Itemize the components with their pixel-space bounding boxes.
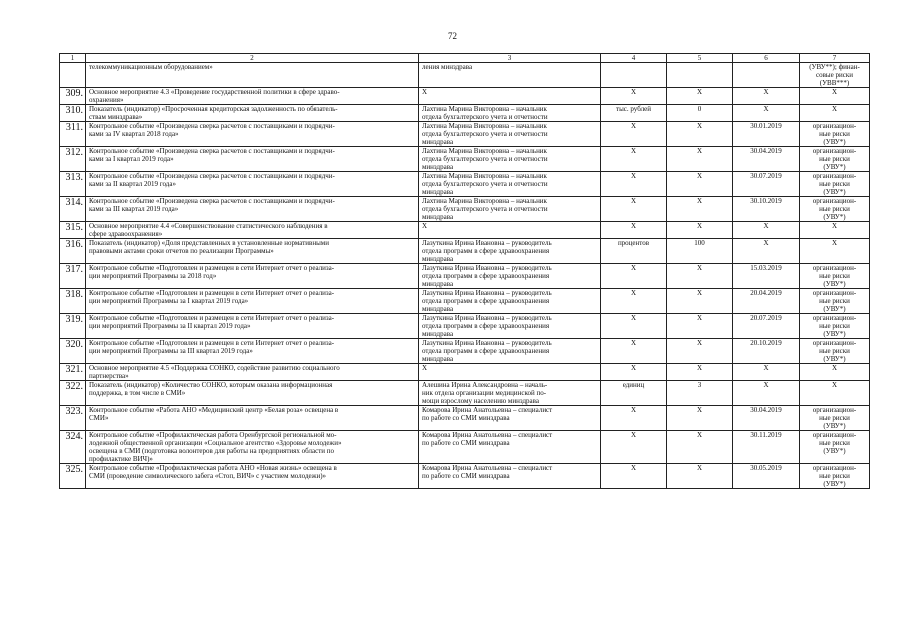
row-risk: Х [800,364,870,381]
row-value: Х [667,406,733,431]
row-responsible: Х [419,364,601,381]
row-unit: процентов [601,239,667,264]
row-risk: организацион- ные риски (УВУ*) [800,264,870,289]
row-date: 20.07.2019 [733,314,800,339]
row-number: 314. [60,197,86,222]
row-responsible: ления минздрава [419,63,601,88]
row-value [667,63,733,88]
row-risk: организацион- ные риски (УВУ*) [800,406,870,431]
row-date [733,63,800,88]
row-number: 325. [60,464,86,489]
table-row [60,222,870,239]
table-row [60,147,870,172]
row-unit: Х [601,88,667,105]
table-body [60,54,870,489]
table-row [60,364,870,381]
row-value: 0 [667,105,733,122]
row-number: 316. [60,239,86,264]
table-row [60,339,870,364]
row-risk: организацион- ные риски (УВУ*) [800,122,870,147]
row-value: Х [667,314,733,339]
header-cell: 2 [86,54,419,63]
row-number: 309. [60,88,86,105]
row-date: 30.01.2019 [733,122,800,147]
row-description: Показатель (индикатор) «Доля представленных в установленные нормативными правовыми актами сроки отчетов по реализации Программы» [86,239,419,264]
row-responsible: Лахтина Марина Викторовна – начальник отдела бухгалтерского учета и отчетности минздрава [419,122,601,147]
row-unit: Х [601,364,667,381]
row-number: 312. [60,147,86,172]
header-cell: 4 [601,54,667,63]
row-description: Контрольное событие «Произведена сверка расчетов с поставщиками и подрядчи- ками за III квартал 2019 года» [86,197,419,222]
header-cell: 6 [733,54,800,63]
row-number: 321. [60,364,86,381]
row-description: Контрольное событие «Профилактическая работа АНО «Новая жизнь» освещена в СМИ (проведение символического забега «Стоп, ВИЧ» с участием молодежи)» [86,464,419,489]
row-responsible: Лазуткина Ирина Ивановна – руководитель отдела программ в сфере здравоохранения минздрава [419,264,601,289]
row-responsible: Лазуткина Ирина Ивановна – руководитель отдела программ в сфере здравоохранения минздрава [419,289,601,314]
row-description: Контрольное событие «Подготовлен и размещен в сети Интернет отчет о реализа- ции мероприятий Программы за II квартал 2019 года» [86,314,419,339]
row-value: Х [667,289,733,314]
row-risk: организацион- ные риски (УВУ*) [800,289,870,314]
row-number: 315. [60,222,86,239]
row-number: 313. [60,172,86,197]
row-unit: Х [601,147,667,172]
row-value: Х [667,172,733,197]
row-responsible: Лахтина Марина Викторовна – начальник отдела бухгалтерского учета и отчетности минздрава [419,197,601,222]
row-description: телекоммуникационным оборудованием» [86,63,419,88]
row-risk: Х [800,381,870,406]
row-description: Основное мероприятие 4.4 «Совершенствование статистического наблюдения в сфере здравоохранения» [86,222,419,239]
row-number: 319. [60,314,86,339]
row-risk: Х [800,239,870,264]
program-table [59,53,870,489]
row-description: Основное мероприятие 4.5 «Поддержка СОНКО, содействие развитию социального партнерства» [86,364,419,381]
row-unit: Х [601,197,667,222]
row-risk: Х [800,88,870,105]
row-responsible: Х [419,88,601,105]
row-risk: организацион- ные риски (УВУ*) [800,431,870,464]
row-risk: Х [800,222,870,239]
row-description: Показатель (индикатор) «Количество СОНКО, которым оказана информационная поддержка, в том числе в СМИ» [86,381,419,406]
header-cell: 7 [800,54,870,63]
table-row [60,239,870,264]
row-description: Показатель (индикатор) «Просроченная кредиторская задолженность по обязатель- ствам минздрава» [86,105,419,122]
row-number: 310. [60,105,86,122]
row-date: Х [733,364,800,381]
row-responsible: Лазуткина Ирина Ивановна – руководитель отдела программ в сфере здравоохранения минздрава [419,314,601,339]
row-unit: Х [601,122,667,147]
row-unit: Х [601,222,667,239]
row-responsible: Лазуткина Ирина Ивановна – руководитель отдела программ в сфере здравоохранения минздрава [419,339,601,364]
row-description: Контрольное событие «Профилактическая работа Оренбургской региональной мо- лодежной общественной организации «Социальное агентство «Здоровье молодежи» освещена в СМИ (подготовка волонтеров для работы на предприятиях области по профилактике ВИЧ)» [86,431,419,464]
table-row [60,406,870,431]
row-value: Х [667,222,733,239]
table-row [60,431,870,464]
row-date: Х [733,222,800,239]
table-header-row [60,54,870,63]
row-unit: Х [601,464,667,489]
row-number: 323. [60,406,86,431]
row-responsible: Лахтина Марина Викторовна – начальник отдела бухгалтерского учета и отчетности минздрава [419,147,601,172]
row-value: Х [667,464,733,489]
table-row [60,264,870,289]
table-row [60,289,870,314]
row-unit: Х [601,406,667,431]
row-number: 311. [60,122,86,147]
row-unit: Х [601,264,667,289]
row-value: Х [667,88,733,105]
row-description: Контрольное событие «Подготовлен и размещен в сети Интернет отчет о реализа- ции мероприятий Программы за 2018 год» [86,264,419,289]
row-risk: организацион- ные риски (УВУ*) [800,464,870,489]
row-risk: организацион- ные риски (УВУ*) [800,147,870,172]
row-value: Х [667,147,733,172]
row-value: Х [667,431,733,464]
header-cell: 5 [667,54,733,63]
row-number: 324. [60,431,86,464]
table-row [60,122,870,147]
row-date: Х [733,381,800,406]
row-value: 100 [667,239,733,264]
row-unit [601,63,667,88]
row-responsible: Комарова Ирина Анатольевна – специалист по работе со СМИ минздрава [419,406,601,431]
table-row [60,381,870,406]
row-date: 30.04.2019 [733,147,800,172]
row-value: 3 [667,381,733,406]
row-date: 20.04.2019 [733,289,800,314]
row-responsible: Алешина Ирина Александровна – началь- ник отдела организации медицинской по- мощи взрослому населению минздрава [419,381,601,406]
table-row [60,314,870,339]
row-responsible: Лахтина Марина Викторовна – начальник отдела бухгалтерского учета и отчетности [419,105,601,122]
row-description: Контрольное событие «Произведена сверка расчетов с поставщиками и подрядчи- ками за I квартал 2019 года» [86,147,419,172]
row-description: Контрольное событие «Работа АНО «Медицинский центр «Белая роза» освещена в СМИ» [86,406,419,431]
row-description: Основное мероприятие 4.3 «Проведение государственной политики в сфере здраво- охранения» [86,88,419,105]
row-risk: (УВУ**); финан- совые риски (УВВ***) [800,63,870,88]
row-description: Контрольное событие «Подготовлен и размещен в сети Интернет отчет о реализа- ции мероприятий Программы за III квартал 2019 года» [86,339,419,364]
row-value: Х [667,339,733,364]
row-number [60,63,86,88]
table-row [60,464,870,489]
row-value: Х [667,264,733,289]
row-unit: Х [601,289,667,314]
row-unit: единиц [601,381,667,406]
row-number: 320. [60,339,86,364]
row-date: 30.10.2019 [733,197,800,222]
table-row [60,197,870,222]
row-risk: Х [800,105,870,122]
page-number: 72 [448,31,457,41]
row-responsible: Лазуткина Ирина Ивановна – руководитель отдела программ в сфере здравоохранения минздрава [419,239,601,264]
row-number: 318. [60,289,86,314]
header-cell: 3 [419,54,601,63]
row-date: 30.05.2019 [733,464,800,489]
row-responsible: Лахтина Марина Викторовна – начальник отдела бухгалтерского учета и отчетности минздрава [419,172,601,197]
row-responsible: Комарова Ирина Анатольевна – специалист по работе со СМИ минздрава [419,464,601,489]
continuation-row [60,63,870,88]
table-row [60,172,870,197]
row-date: 30.04.2019 [733,406,800,431]
row-number: 322. [60,381,86,406]
row-risk: организацион- ные риски (УВУ*) [800,197,870,222]
row-date: 20.10.2019 [733,339,800,364]
row-value: Х [667,197,733,222]
row-date: 30.07.2019 [733,172,800,197]
row-risk: организацион- ные риски (УВУ*) [800,172,870,197]
row-unit: тыс. рублей [601,105,667,122]
row-description: Контрольное событие «Подготовлен и размещен в сети Интернет отчет о реализа- ции мероприятий Программы за I квартал 2019 года» [86,289,419,314]
row-unit: Х [601,172,667,197]
row-date: Х [733,88,800,105]
row-date: 30.11.2019 [733,431,800,464]
row-description: Контрольное событие «Произведена сверка расчетов с поставщиками и подрядчи- ками за IV квартал 2018 года» [86,122,419,147]
row-unit: Х [601,339,667,364]
row-unit: Х [601,431,667,464]
table-row [60,88,870,105]
row-value: Х [667,122,733,147]
row-description: Контрольное событие «Произведена сверка расчетов с поставщиками и подрядчи- ками за II квартал 2019 года» [86,172,419,197]
row-responsible: Х [419,222,601,239]
row-date: 15.03.2019 [733,264,800,289]
row-date: Х [733,239,800,264]
row-number: 317. [60,264,86,289]
row-date: Х [733,105,800,122]
row-risk: организацион- ные риски (УВУ*) [800,314,870,339]
table-row [60,105,870,122]
row-unit: Х [601,314,667,339]
row-value: Х [667,364,733,381]
header-cell: 1 [60,54,86,63]
row-responsible: Комарова Ирина Анатольевна – специалист по работе со СМИ минздрава [419,431,601,464]
row-risk: организацион- ные риски (УВУ*) [800,339,870,364]
